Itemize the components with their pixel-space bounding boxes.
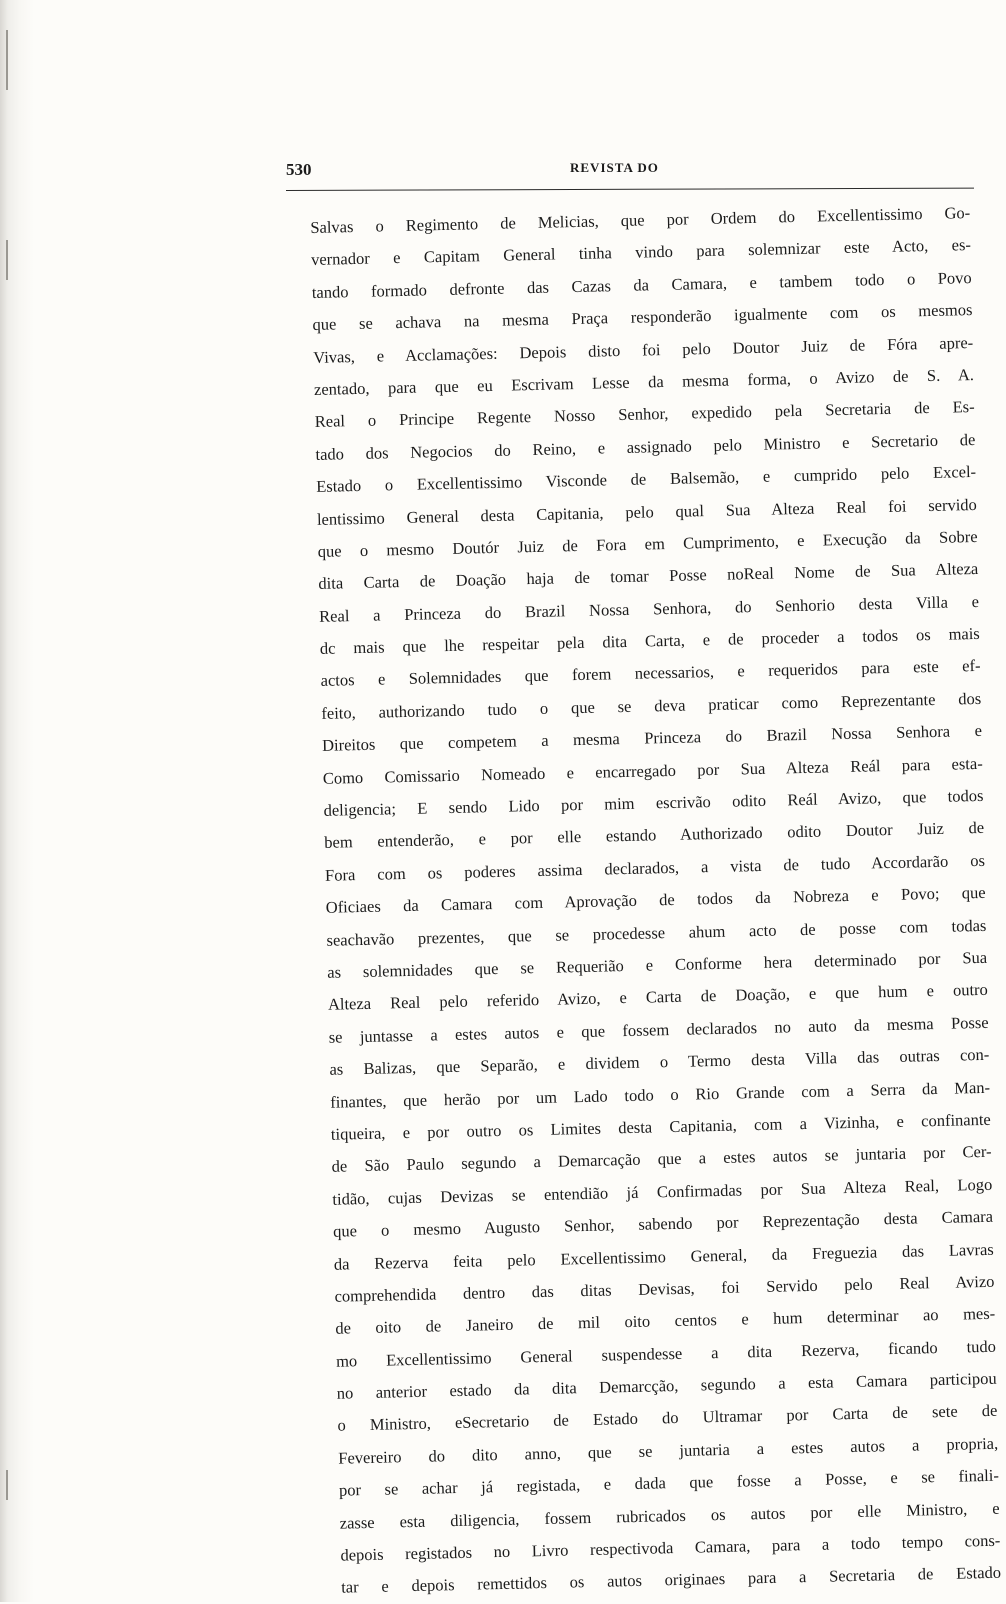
text-line: que se achava na mesma Praça responderão igualmente com os mesmos [312, 300, 973, 335]
text-line: bem entenderão, e por elle estando Authorizado odito Doutor Juiz de [324, 818, 985, 853]
text-line: tando formado defronte das Cazas da Camara, e tambem todo o Povo [311, 267, 972, 302]
text-line: feito, authorizando tudo o que se deva praticar como Reprezentante dos [321, 688, 982, 723]
text-line: Estado o Excellentissimo Visconde de Balsemão, e cumprido pelo Excel- [316, 462, 977, 497]
text-line: as Balizas, que Separão, e dividem o Termo desta Villa das outras con- [329, 1044, 990, 1079]
text-line: Salvas o Regimento de Melicias, que por Ordem do Excellentissimo Go- [310, 203, 971, 237]
text-line: de oito de Janeiro de mil oito centos e hum determinar ao mes- [335, 1304, 996, 1338]
text-line: de São Paulo segundo a Demarcação que a estes autos se juntaria por Cer- [331, 1142, 992, 1177]
text-line: as solemnidades que se Requerião e Conforme hera determinado por Sua [327, 947, 988, 982]
text-line: finantes, que herão por um Lado todo o Rio Grande com a Serra da Man- [329, 1077, 991, 1112]
text-line: da Rezerva feita pelo Excellentissimo General, da Freguezia das Lavras [333, 1239, 994, 1274]
text-line: que o mesmo Doutór Juiz de Fora em Cumprimento, e Execução da Sobre [317, 526, 978, 561]
text-line: zentado, para que eu Escrivam Lesse da mesma forma, o Avizo de S. A. [313, 364, 975, 399]
text-line: vernador e Capitam General tinha vindo para solemnizar este Acto, es- [310, 235, 972, 270]
text-line: mo Excellentissimo General suspendesse a dita Rezerva, ficando tudo [335, 1336, 997, 1371]
text-line: Alteza Real pelo referido Avizo, e Carta de Doação, e que hum e outro [327, 980, 989, 1015]
text-line: o Ministro, eSecretario de Estado do Ultramar por Carta de sete de [337, 1401, 998, 1436]
text-line: depois registados no Livro respectivoda Camara, para a todo tempo cons- [340, 1530, 1001, 1565]
text-line: Fora com os poderes assima declarados, a vista de tudo Accordarão os [324, 850, 986, 885]
text-line: tar e depois remettidos os autos originaes para a Secretaria de Estado [341, 1563, 1002, 1598]
text-line: Oficiaes da Camara com Aprovação de todos da Nobreza e Povo; que [325, 883, 986, 918]
header-rule [286, 188, 974, 191]
page-header [286, 160, 974, 196]
text-line: por se achar já registada, e dada que fosse a Posse, e se finali- [338, 1465, 1000, 1500]
body-text [310, 197, 1001, 1604]
text-line: dita Carta de Doação haja de tomar Posse noReal Nome de Sua Alteza [318, 559, 979, 594]
edge-shadow-mark [6, 30, 8, 90]
text-line: zasse esta diligencia, fossem rubricados os autos por elle Ministro, e [339, 1498, 1000, 1533]
text-line: Real a Princeza do Brazil Nossa Senhora, do Senhorio desta Villa e [318, 591, 980, 626]
edge-shadow-mark [6, 1470, 8, 1500]
text-line: seachavão prezentes, que se procedesse ahum acto de posse com todas [326, 915, 987, 950]
text-line: lentissimo General desta Capitania, pelo qual Sua Alteza Real foi servido [316, 494, 978, 529]
text-line: Vivas, e Acclamações: Depois disto foi pelo Doutor Juiz de Fóra apre- [313, 332, 974, 367]
text-line: Como Comissario Nomeado e encarregado por Sua Alteza Reál para esta- [322, 753, 983, 788]
text-line: comprehendida dentro das ditas Devisas, foi Servido pelo Real Avizo [334, 1271, 995, 1306]
page-number: 530 [286, 160, 312, 179]
edge-shadow-mark [6, 240, 8, 280]
text-line: Direitos que competem a mesma Princeza do Brazil Nossa Senhora e [321, 721, 983, 756]
text-line: no anterior estado da dita Demarcção, segundo a esta Camara participou [336, 1368, 997, 1403]
text-line: tidão, cujas Devizas se entendião já Confirmadas por Sua Alteza Real, Logo [332, 1174, 993, 1209]
text-line: se juntasse a estes autos e que fossem declarados no auto da mesma Posse [328, 1012, 989, 1047]
text-line: tiqueira, e por outro os Limites desta Capitania, com a Vizinha, e confinante [330, 1109, 991, 1144]
text-line: Fevereiro do dito anno, que se juntaria a estes autos a propria, [338, 1433, 999, 1468]
scanned-page-edge [0, 0, 34, 1602]
text-line: tado dos Negocios do Reino, e assignado pelo Ministro e Secretario de [315, 429, 976, 464]
running-title: REVISTA DO [570, 160, 659, 175]
text-line: deligencia; E sendo Lido por mim escrivão odito Reál Avizo, que todos [323, 785, 984, 820]
text-line: dc mais que lhe respeitar pela dita Carta, e de proceder a todos os mais [319, 623, 980, 658]
text-line: Real o Principe Regente Nosso Senhor, expedido pela Secretaria de Es- [314, 397, 975, 432]
text-line: actos e Solemnidades que forem necessarios, e requeridos para este ef- [320, 656, 981, 691]
text-line: que o mesmo Augusto Senhor, sabendo por Reprezentação desta Camara [332, 1206, 994, 1241]
